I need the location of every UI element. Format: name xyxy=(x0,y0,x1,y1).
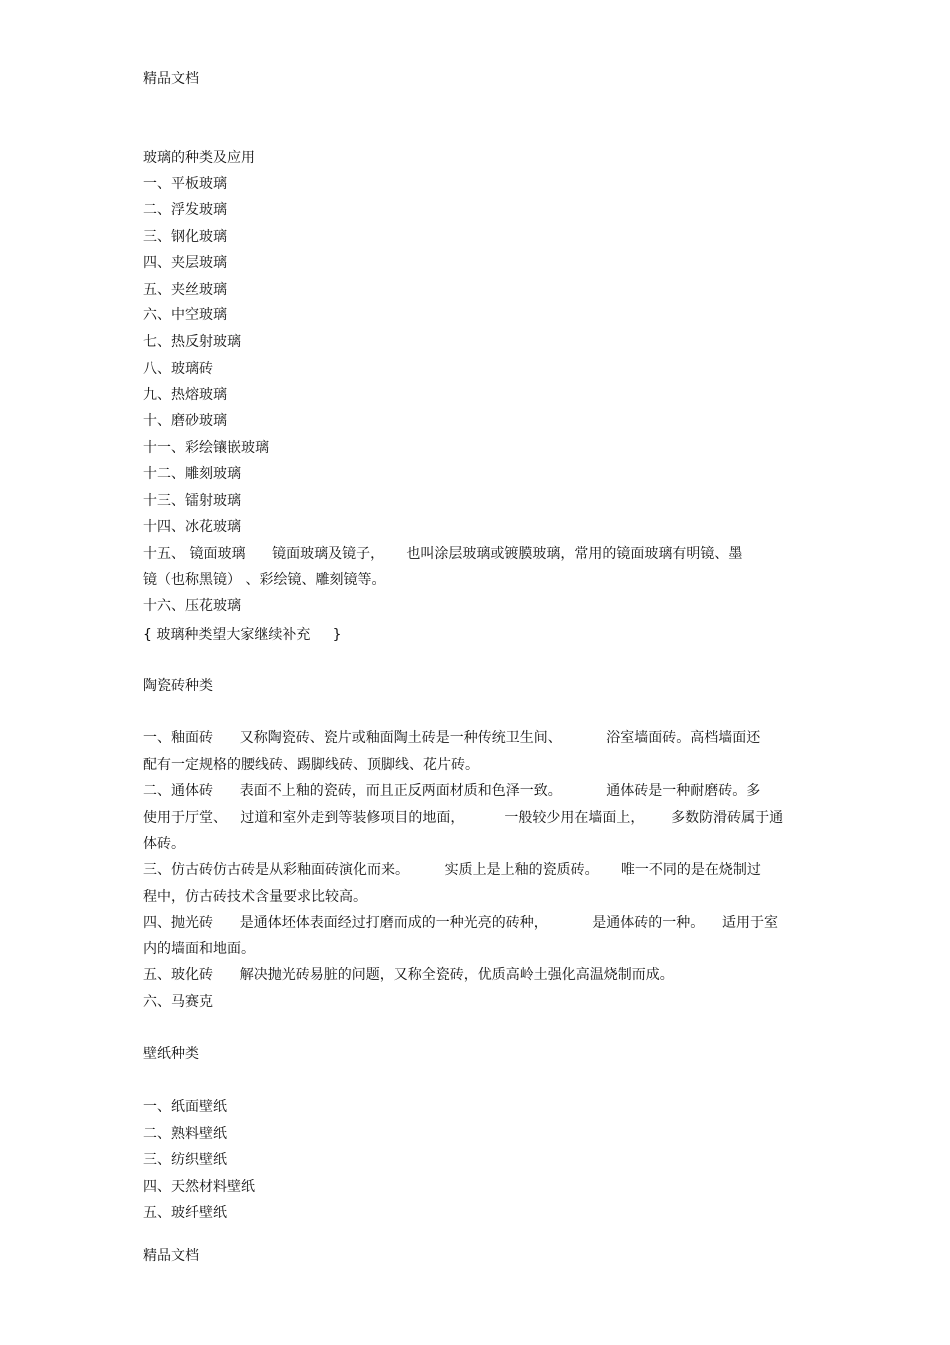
glass-item: 十、磨砂玻璃 xyxy=(143,413,227,429)
glass-item: 四、夹层玻璃 xyxy=(143,255,227,271)
glass-item: 九、热熔玻璃 xyxy=(143,387,227,403)
glass-item: 十三、镭射玻璃 xyxy=(143,493,241,509)
page-header: 精品文档 xyxy=(143,71,199,87)
tile-line: 二、通体砖 表面不上釉的瓷砖，而且正反两面材质和色泽一致。 通体砖是一种耐磨砖。多 xyxy=(143,783,761,799)
glass-item: 十二、雕刻玻璃 xyxy=(143,466,241,482)
glass-item: 二、浮发玻璃 xyxy=(143,202,227,218)
wallpaper-item: 三、纺织壁纸 xyxy=(143,1152,227,1168)
tile-line: 体砖。 xyxy=(143,836,185,852)
glass-item: 十四、冰花玻璃 xyxy=(143,519,241,535)
glass-item-15-line1: 十五、 镜面玻璃 镜面玻璃及镜子， 也叫涂层玻璃或镀膜玻璃，常用的镜面玻璃有明镜、墨 xyxy=(143,546,743,562)
tile-line: 程中，仿古砖技术含量要求比较高。 xyxy=(143,889,367,905)
wallpaper-item: 二、熟料壁纸 xyxy=(143,1126,227,1142)
glass-item-15-line2: 镜（也称黑镜） 、彩绘镜、雕刻镜等。 xyxy=(143,572,386,588)
tile-line: 使用于厅堂、 过道和室外走到等装修项目的地面， 一般较少用在墙面上， 多数防滑砖属于通 xyxy=(143,810,784,826)
wallpaper-item: 五、玻纤壁纸 xyxy=(143,1205,227,1221)
wallpaper-section-title: 壁纸种类 xyxy=(143,1046,199,1062)
glass-note: { 玻璃种类望大家继续补充 } xyxy=(143,627,342,643)
wallpaper-item: 四、天然材料壁纸 xyxy=(143,1179,255,1195)
glass-item: 六、中空玻璃 xyxy=(143,307,227,323)
tile-line: 一、釉面砖 又称陶瓷砖、瓷片或釉面陶土砖是一种传统卫生间、 浴室墙面砖。高档墙面还 xyxy=(143,730,761,746)
tile-section-title: 陶瓷砖种类 xyxy=(143,678,213,694)
page-footer: 精品文档 xyxy=(143,1248,199,1264)
tile-line: 四、抛光砖 是通体坯体表面经过打磨而成的一种光亮的砖种， 是通体砖的一种。 适用于室 xyxy=(143,915,779,931)
glass-item: 八、玻璃砖 xyxy=(143,361,213,377)
tile-line: 内的墙面和地面。 xyxy=(143,941,255,957)
glass-item: 七、热反射玻璃 xyxy=(143,334,241,350)
tile-line: 配有一定规格的腰线砖、踢脚线砖、顶脚线、花片砖。 xyxy=(143,757,479,773)
tile-line: 五、玻化砖 解决抛光砖易脏的问题，又称全瓷砖，优质高岭土强化高温烧制而成。 xyxy=(143,967,674,983)
glass-item: 一、平板玻璃 xyxy=(143,176,227,192)
tile-line: 六、马赛克 xyxy=(143,994,213,1010)
glass-item: 三、钢化玻璃 xyxy=(143,229,227,245)
glass-item: 十一、彩绘镶嵌玻璃 xyxy=(143,440,269,456)
glass-section-title: 玻璃的种类及应用 xyxy=(143,150,255,166)
glass-item: 十六、压花玻璃 xyxy=(143,598,241,614)
wallpaper-item: 一、纸面壁纸 xyxy=(143,1099,227,1115)
tile-line: 三、仿古砖仿古砖是从彩釉面砖演化而来。 实质上是上釉的瓷质砖。 唯一不同的是在烧制过 xyxy=(143,862,761,878)
glass-item: 五、夹丝玻璃 xyxy=(143,282,227,298)
